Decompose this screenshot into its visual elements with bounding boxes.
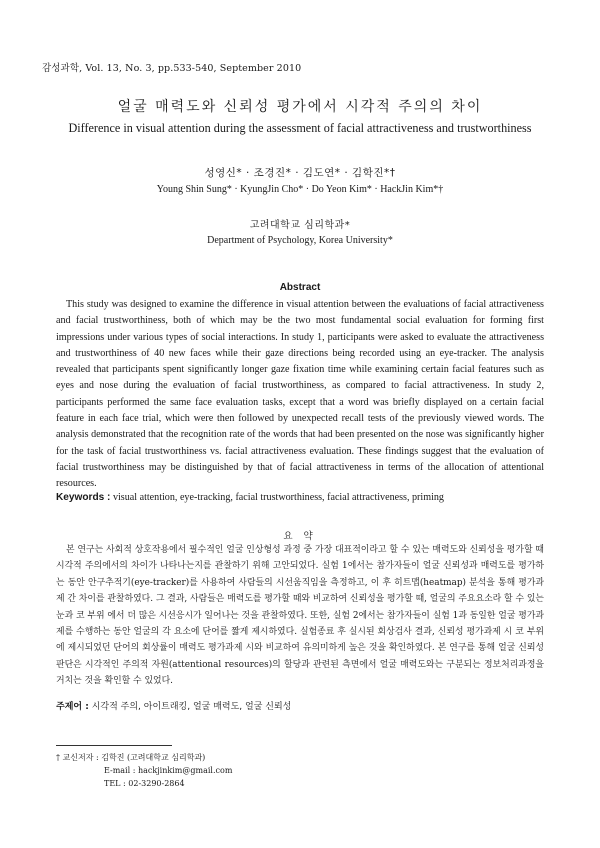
footnote-phone: TEL : 02-3290-2864: [104, 779, 185, 788]
title-korean: 얼굴 매력도와 신뢰성 평가에서 시각적 주의의 차이: [117, 99, 483, 115]
footnote-divider: [56, 745, 172, 746]
title-english: Difference in visual attention during the assessment of facial attractiveness and trustworthiness: [68, 121, 532, 135]
summary-body: 본 연구는 사회적 상호작용에서 필수적인 얼굴 인상형성 과정 중 가장 대표적이라고 할 수 있는 매력도와 신뢰성을 평가할 때 시각적 주의에서의 차이가 나타나는지를 관찰하기 위해 고안되었다. 실험 1에서는 참가자들이 얼굴 신뢰성과 매력도를 평가하는 동안 안구추적기(eye-tracker)를 사용하여 사람들의 시선움직임을 측정하고, 이 후 히트맵(heatmap) 분석을 통해 평가과제 간 차이를 관찰하였다. 그 결과, 사람들은 매력도를 평가할 때와 비교하여 신뢰성을 평가할 때, 얼굴의 주요요소라 할 수 있는 눈과 코 부위 에서 더 많은 시선응시가 일어나는 것을 관찰하였다. 또한, 실험 2에서는 참가자들이 실험 1과 동일한 얼굴 평가과제를 수행하는 동안 얼굴의 각 요소에 단어를 짧게 제시하였다. 실험종료 후 실시된 회상검사 결과, 신뢰성 평가과제 시 코 부위에 제시되었던 단어의 회상률이 매력도 평가과제 시와 비교하여 유의미하게 높은 것을 확인하였다. 본 연구를 통해 얼굴 신뢰성 판단은 시각적인 주의적 자원(attentional resources)의 할당과 관련된 측면에서 얼굴 매력도와는 구분되는 정보처리과정을 거치는 것을 확인할 수 있었다.: [56, 545, 544, 687]
affiliation-english: Department of Psychology, Korea University*: [207, 235, 393, 246]
authors-english: Young Shin Sung* · KyungJin Cho* · Do Yeon Kim* · HackJin Kim*†: [156, 184, 444, 195]
abstract-heading: Abstract: [279, 282, 321, 293]
keywords-label: Keywords :: [56, 492, 111, 503]
keywords-text: visual attention, eye-tracking, facial trustworthiness, facial attractiveness, priming: [112, 492, 444, 503]
summary-heading: 요 약: [283, 531, 317, 542]
footnote-author: † 교신저자 : 김학진 (고려대학교 심리학과): [56, 753, 206, 762]
keywords-korean-label: 주제어 :: [56, 702, 89, 712]
abstract-body: This study was designed to examine the difference in visual attention between the evaluations of facial attractiveness and facial trustworthiness, both of which may be the two most fundamental social evaluation for forming first impressions under various types of social interactions. In study 1, participants were asked to evaluate the attractiveness and trustworthiness of 40 new faces while their gaze directions being recorded using an eye-tracker. The analysis revealed that participants spent significantly longer gaze fixation time while examining certain facial features such as eyes and nose during the evaluation of facial trustworthiness, as compared to facial attractiveness. In study 2, participants performed the same face evaluation tasks, except that a word was briefly displayed on a certain facial feature in each face trial, which were then followed by unexpected recall tests of the previously viewed words. The analysis demonstrated that the recognition rate of the words that had been presented on the nose was significantly higher for the task of facial trustworthiness vs. facial attractiveness evaluation. These findings suggest that the evaluation of facial trustworthiness may be distinguished by that of facial attractiveness in terms of the allocation of attentional resources.: [56, 299, 544, 490]
journal-citation: 감성과학, Vol. 13, No. 3, pp.533-540, September 2010: [42, 63, 302, 74]
corresponding-author-footnote: [56, 751, 232, 790]
footnote-email: E-mail : hackjinkim@gmail.com: [104, 766, 233, 775]
keywords-line: [56, 491, 544, 505]
affiliation-korean: 고려대학교 심리학과*: [249, 220, 351, 231]
keywords-korean-text: 시각적 주의, 아이트래킹, 얼굴 매력도, 얼굴 신뢰성: [91, 702, 292, 712]
authors-korean: 성영신* · 조경진* · 김도연* · 김학진*†: [204, 167, 396, 179]
keywords-korean-line: [56, 700, 544, 714]
